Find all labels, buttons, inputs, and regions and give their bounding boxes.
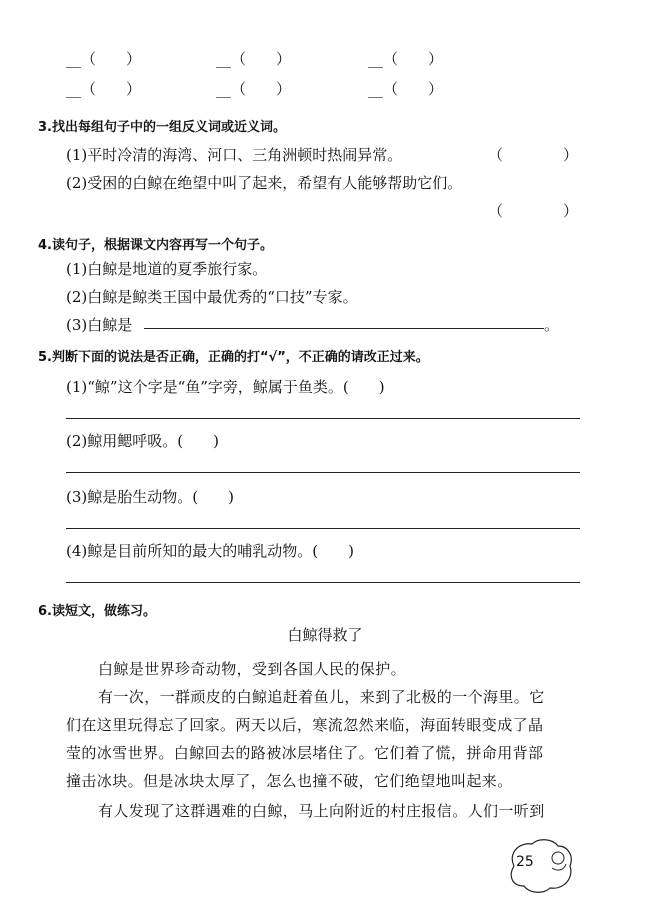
- q3-item-1: (1)平时冷清的海湾、河口、三角洲顿时热闹异常。: [66, 146, 403, 164]
- q4-item-3-answer-line[interactable]: [144, 328, 544, 329]
- passage-title: 白鲸得救了: [287, 626, 363, 644]
- passage-paragraph-2-line-2: 们在这里玩得忘了回家。两天以后，寒流忽然来临，海面转眼变成了晶: [66, 716, 544, 734]
- q5-item-1-answer-line[interactable]: [66, 418, 580, 419]
- q3-answer-2[interactable]: （ ）: [488, 202, 579, 220]
- page-number: 25: [516, 854, 534, 870]
- page-number-badge: [506, 836, 576, 896]
- word-blank-1-3[interactable]: __（ ）: [368, 50, 444, 68]
- passage-paragraph-3-line-1: 有人发现了这群遇难的白鲸，马上向附近的村庄报信。人们一听到: [98, 802, 545, 820]
- q3-answer-1[interactable]: （ ）: [488, 146, 579, 164]
- q5-item-4: (4)鲸是目前所知的最大的哺乳动物。( ): [66, 542, 354, 560]
- q4-title: 4.读句子，根据课文内容再写一个句子。: [38, 238, 273, 253]
- passage-paragraph-2-line-3: 莹的冰雪世界。白鲸回去的路被冰层堵住了。它们着了慌，拼命用背部: [66, 744, 544, 762]
- word-blank-2-1[interactable]: __（ ）: [66, 80, 142, 98]
- word-blank-2-2[interactable]: __（ ）: [216, 80, 292, 98]
- word-blank-1-1[interactable]: __（ ）: [66, 50, 142, 68]
- passage-paragraph-2-line-1: 有一次，一群顽皮的白鲸追赶着鱼儿，来到了北极的一个海里。它: [98, 688, 545, 706]
- q3-item-2: (2)受困的白鲸在绝望中叫了起来，希望有人能够帮助它们。: [66, 174, 463, 192]
- word-blank-1-2[interactable]: __（ ）: [216, 50, 292, 68]
- q5-item-2-answer-line[interactable]: [66, 472, 580, 473]
- passage-paragraph-1: 白鲸是世界珍奇动物，受到各国人民的保护。: [98, 660, 407, 678]
- q5-item-3: (3)鲸是胎生动物。( ): [66, 488, 234, 506]
- passage-paragraph-2-line-4: 撞击冰块。但是冰块太厚了，怎么也撞不破，它们绝望地叫起来。: [66, 772, 513, 790]
- q5-item-3-answer-line[interactable]: [66, 528, 580, 529]
- q5-item-1: (1)“鲸”这个字是“鱼”字旁，鲸属于鱼类。( ): [66, 378, 385, 396]
- q5-item-4-answer-line[interactable]: [66, 582, 580, 583]
- q5-item-2: (2)鲸用鳃呼吸。( ): [66, 432, 219, 450]
- q4-item-2: (2)白鲸是鲸类王国中最优秀的“口技”专家。: [66, 288, 358, 306]
- q4-item-3-label: (3)白鲸是: [66, 316, 133, 334]
- q5-title: 5.判断下面的说法是否正确，正确的打“√”，不正确的请改正过来。: [38, 350, 429, 365]
- word-blank-2-3[interactable]: __（ ）: [368, 80, 444, 98]
- q4-item-1: (1)白鲸是地道的夏季旅行家。: [66, 260, 268, 278]
- q6-title: 6.读短文，做练习。: [38, 604, 156, 619]
- q4-item-3-end: 。: [544, 316, 560, 334]
- q3-title: 3.找出每组句子中的一组反义词或近义词。: [38, 120, 286, 135]
